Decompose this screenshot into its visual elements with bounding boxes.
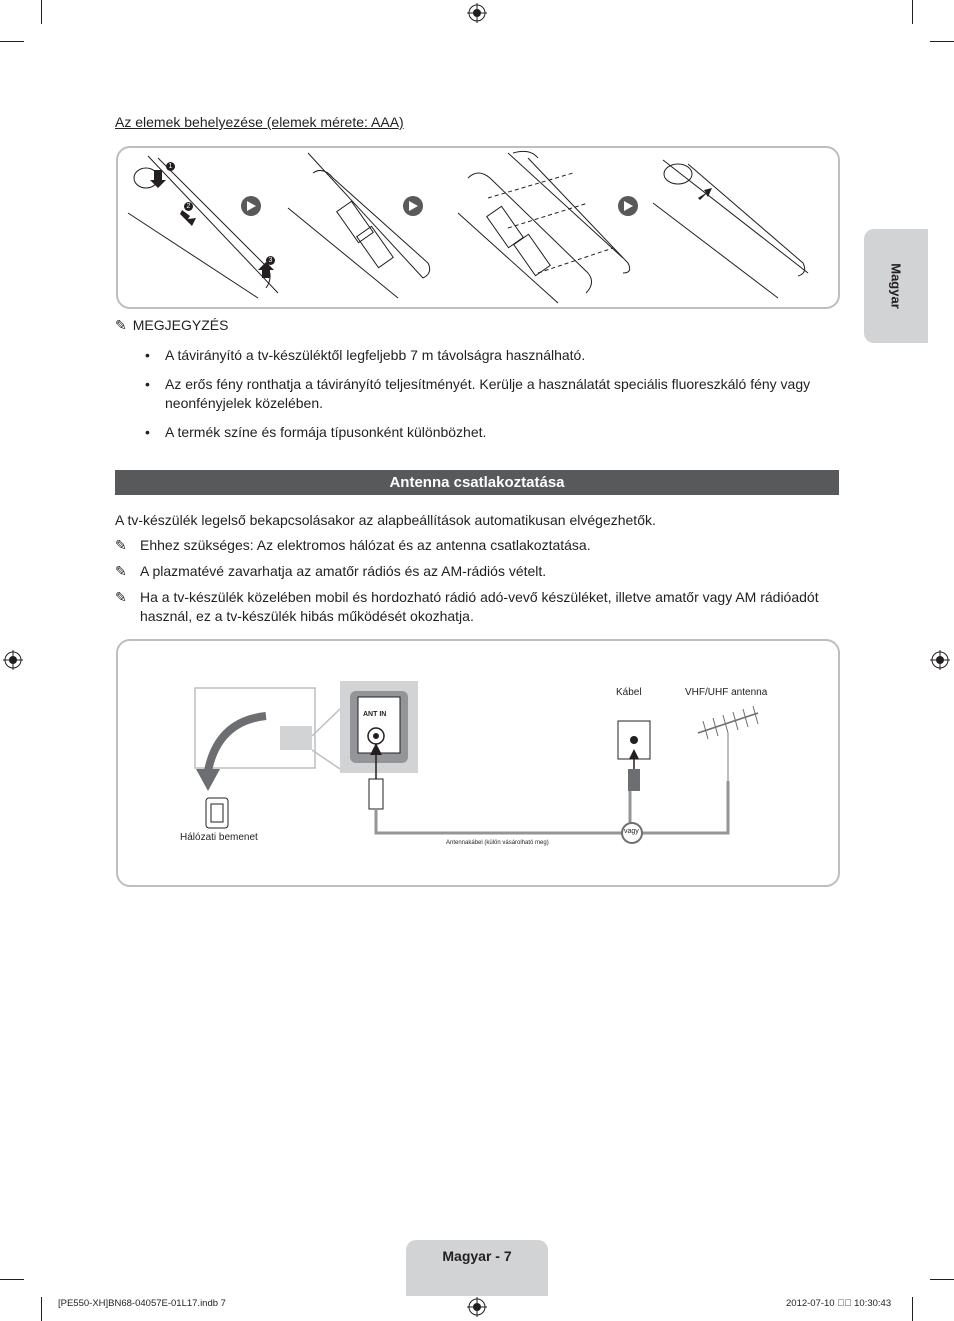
page-number-tab: [406, 1240, 548, 1296]
remote-battery-steps-drawing: [118, 148, 838, 307]
language-side-tab-label: Magyar: [888, 263, 904, 309]
battery-section-heading: Az elemek behelyezése (elemek mérete: AAA): [115, 114, 404, 130]
note-text: Ehhez szükséges: Az elektromos hálózat és az antenna csatlakoztatása.: [140, 537, 591, 553]
antenna-cable-note: Antennakábel (külön vásárolható meg): [446, 840, 549, 846]
language-side-tab: [864, 229, 928, 343]
bullet-text: A termék színe és formája típusonként különbözhet.: [165, 424, 487, 440]
pencil-note-icon: ✎: [115, 317, 127, 333]
list-item: [115, 588, 835, 626]
or-label: vagy: [624, 828, 639, 835]
pencil-note-icon: ✎: [115, 537, 127, 553]
antenna-section-title: Antenna csatlakoztatása: [115, 470, 839, 495]
bullet-icon: •: [145, 376, 150, 392]
crop-mark: [912, 0, 913, 24]
power-input-label: Hálózati bemenet: [180, 832, 258, 843]
crop-mark: [41, 1297, 42, 1321]
note-title: MEGJEGYZÉS: [132, 317, 229, 333]
antenna-connection-diagram: [116, 639, 840, 887]
step-number-3: 3: [266, 256, 275, 265]
step-number-1: 1: [166, 162, 175, 171]
note-text: Ha a tv-készülék közelében mobil és hordozható rádió adó-vevő készüléket, illetve amatőr vagy AM rádióadót használ, ez a tv-készülék hibás működését okozhatja.: [140, 589, 819, 624]
crop-mark: [912, 1297, 913, 1321]
list-item: [145, 346, 835, 365]
antenna-wiring-drawing: [118, 641, 838, 885]
crop-mark: [930, 1279, 954, 1280]
registration-mark-icon: [467, 3, 487, 23]
antenna-notes-list: [115, 536, 835, 633]
crop-mark: [0, 1279, 24, 1280]
note-bullet-list: [145, 346, 835, 452]
list-item: [145, 375, 835, 413]
bullet-text: A távirányító a tv-készüléktől legfeljebb 7 m távolságra használható.: [165, 347, 586, 363]
registration-mark-icon: [3, 650, 23, 670]
vhf-uhf-antenna-label: VHF/UHF antenna: [685, 687, 768, 698]
crop-mark: [41, 0, 42, 24]
list-item: [145, 423, 835, 442]
cable-label: Kábel: [616, 687, 642, 698]
footer-file-info: [PE550-XH]BN68-04057E-01L17.indb 7: [58, 1298, 226, 1309]
antenna-intro-text: A tv-készülék legelső bekapcsolásakor az alapbeállítások automatikusan elvégezhetők.: [115, 512, 656, 528]
ant-in-label: ANT IN: [363, 711, 387, 718]
note-heading: [115, 317, 228, 334]
bullet-icon: •: [145, 424, 150, 440]
page-number-label: Magyar - 7: [442, 1248, 512, 1264]
list-item: [115, 536, 835, 555]
note-text: A plazmatévé zavarhatja az amatőr rádiós és az AM-rádiós vételt.: [140, 563, 547, 579]
footer-timestamp: 2012-07-10 ￿￿ 10:30:43: [786, 1298, 892, 1309]
registration-mark-icon: [467, 1297, 487, 1317]
pencil-note-icon: ✎: [115, 563, 127, 579]
step-number-2: 2: [184, 202, 193, 211]
list-item: [115, 562, 835, 581]
crop-mark: [0, 41, 24, 42]
registration-mark-icon: [930, 650, 950, 670]
bullet-text: Az erős fény ronthatja a távirányító teljesítményét. Kerülje a használatát speciális fluoreszkáló fény vagy neonfényjelek közelében.: [165, 376, 811, 411]
pencil-note-icon: ✎: [115, 589, 127, 605]
crop-mark: [930, 41, 954, 42]
bullet-icon: •: [145, 347, 150, 363]
battery-illustration: [116, 146, 840, 309]
